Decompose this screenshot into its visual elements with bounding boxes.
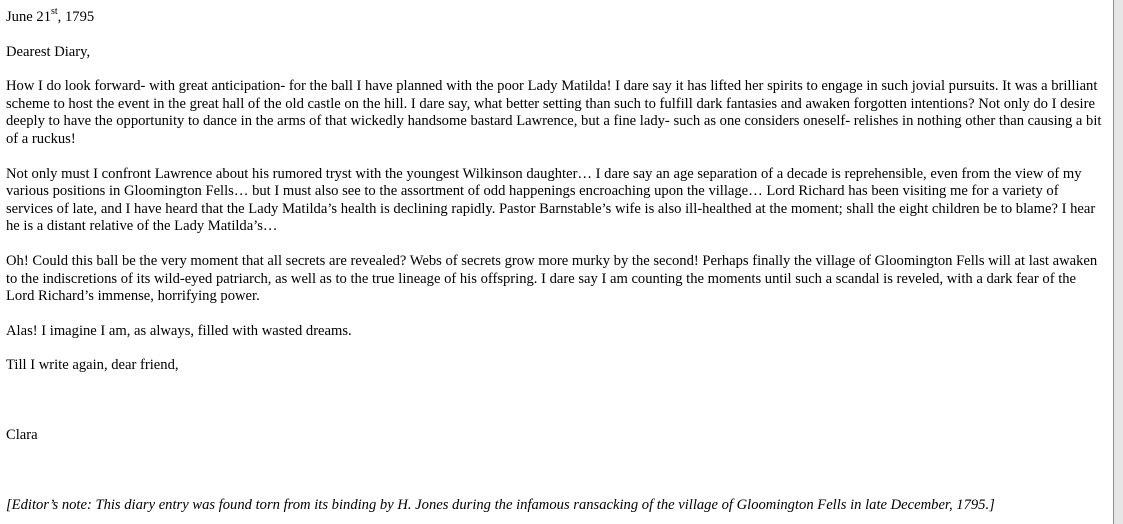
document-body bbox=[6, 6, 1106, 514]
paragraph-secrets-revealed: Oh! Could this ball be the very moment that all secrets are revealed? Webs of secrets grow more murky by the second! Perhaps finally the village of Gloomington Fells will at last awaken to the indiscretions of its wild-eyed patriarch, as well as to the true lineage of his offspring. I dare say I am counting the moments until such a scandal is reveled, with a dark fear of the Lord Richard’s immense, horrifying power. bbox=[6, 252, 1098, 305]
greeting: Dearest Diary, bbox=[6, 43, 91, 60]
paragraph-lawrence-confrontation: Not only must I confront Lawrence about his rumored tryst with the youngest Wilkinson daughter… I dare say an age separation of a decade is reprehensible, even from the view of my various positions in Gloomington Fells… but I must also see to the assortment of odd happenings encroaching upon the village… Lord Richard has been visiting me for a variety of services of late, and I have heard that the Lady Matilda’s health is declining rapidly. Pastor Barnstable’s wife is also ill-healthed at the moment; shall the eight children be to blame? I hear he is a distant relative of the Lady Matilda’s… bbox=[6, 165, 1096, 235]
window-right-edge bbox=[1113, 0, 1123, 524]
entry-date-day: June 21 bbox=[6, 9, 51, 25]
paragraph-wasted-dreams: Alas! I imagine I am, as always, filled with wasted dreams. bbox=[6, 322, 352, 339]
entry-date bbox=[6, 6, 1106, 27]
signature: Clara bbox=[6, 426, 38, 443]
entry-date-year: , 1795 bbox=[57, 9, 95, 25]
paragraph-ball-plans: How I do look forward- with great anticipation- for the ball I have planned with the poor Lady Matilda! I dare say it has lifted her spirits to engage in such jovial pursuits. It was a brilliant scheme to host the event in the great hall of the old castle on the hill. I dare say, what better setting than such to fulfill dark fantasies and awaken forgotten intentions? Not only do I desire deeply to have the opportunity to dance in the arms of that wickedly handsome bastard Lawrence, but a fine lady- such as one considers oneself- relishes in nothing other than causing a bit of a ruckus! bbox=[6, 78, 1102, 147]
signoff: Till I write again, dear friend, bbox=[6, 357, 179, 374]
entry-date-ordinal: st bbox=[51, 6, 58, 18]
editor-note: [Editor’s note: This diary entry was found torn from its binding by H. Jones during the infamous ransacking of the village of Gloomington Fells in late December, 1795.] bbox=[6, 496, 995, 513]
